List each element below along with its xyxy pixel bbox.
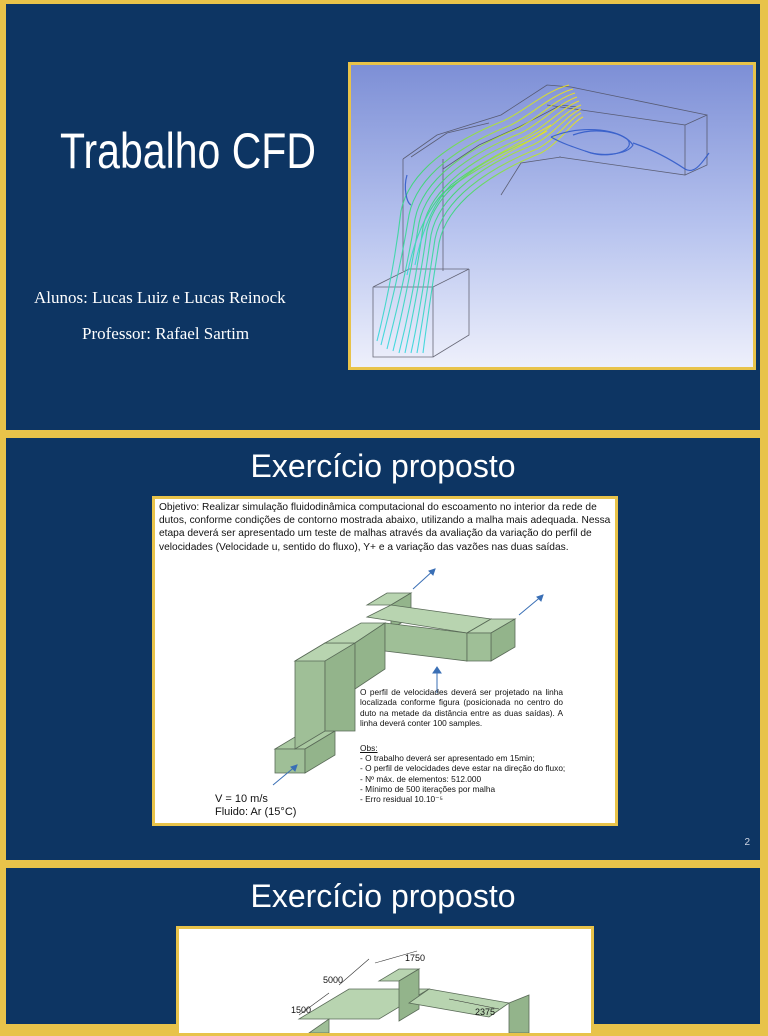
dimension-label: 5000 <box>323 975 344 985</box>
authors-line: Alunos: Lucas Luiz e Lucas Reinock <box>34 288 286 307</box>
slide-title <box>4 2 762 432</box>
observations <box>360 743 590 804</box>
inlet-fluid: Fluido: Ar (15°C) <box>215 806 297 818</box>
obs-item: - O perfil de velocidades deve estar na direção do fluxo; <box>360 763 566 774</box>
presentation-title: Trabalho CFD <box>60 123 316 179</box>
obs-item: - Erro residual 10.10⁻⁵ <box>360 794 443 805</box>
obs-item: - Mínimo de 500 iterações por malha <box>360 783 496 794</box>
obs-item: - O trabalho deverá ser apresentado em 15min; <box>360 753 535 764</box>
cfd-streamline-image <box>348 62 756 370</box>
dimension-label: 1750 <box>405 953 426 963</box>
page-number: 2 <box>744 837 750 848</box>
professor-line: Professor: Rafael Sartim <box>82 324 250 343</box>
cfd-streamline-drawing <box>351 65 753 367</box>
dimension-figure <box>176 926 594 1036</box>
dimension-drawing <box>179 929 591 1033</box>
inlet-conditions <box>215 793 296 819</box>
obs-title: Obs: <box>360 743 378 753</box>
objective-text: Objetivo: Realizar simulação fluidodinâmica computacional do escoamento no interior da rede de dutos, conforme condições de contorno mostrada abaixo, utilizando a malha mais adequada. Nessa etapa deverá ser apresentado um teste de malhas através da avaliação da variação do perfil de velocidades (Velocidade u, sentido do fluxo), Y+ e a variação das vazões nas duas saídas. <box>159 502 611 553</box>
slide-heading: Exercício proposto <box>250 878 516 914</box>
slide-heading: Exercício proposto <box>250 448 516 484</box>
inlet-velocity: V = 10 m/s <box>215 793 268 805</box>
velocity-profile-note: O perfil de velocidades deverá ser projetado na linha localizada conforme figura (posicionada no centro do duto na metade da distância entre as duas saídas). A linha deverá conter 100 samples. <box>360 687 563 729</box>
dimension-label: 1500 <box>291 1005 312 1015</box>
slide-exercise <box>4 436 762 862</box>
dimension-label: 2375 <box>475 1007 496 1017</box>
exercise-figure <box>152 496 618 826</box>
slide-exercise-dimensions <box>4 866 762 1026</box>
obs-item: - Nº máx. de elementos: 512.000 <box>360 773 482 784</box>
